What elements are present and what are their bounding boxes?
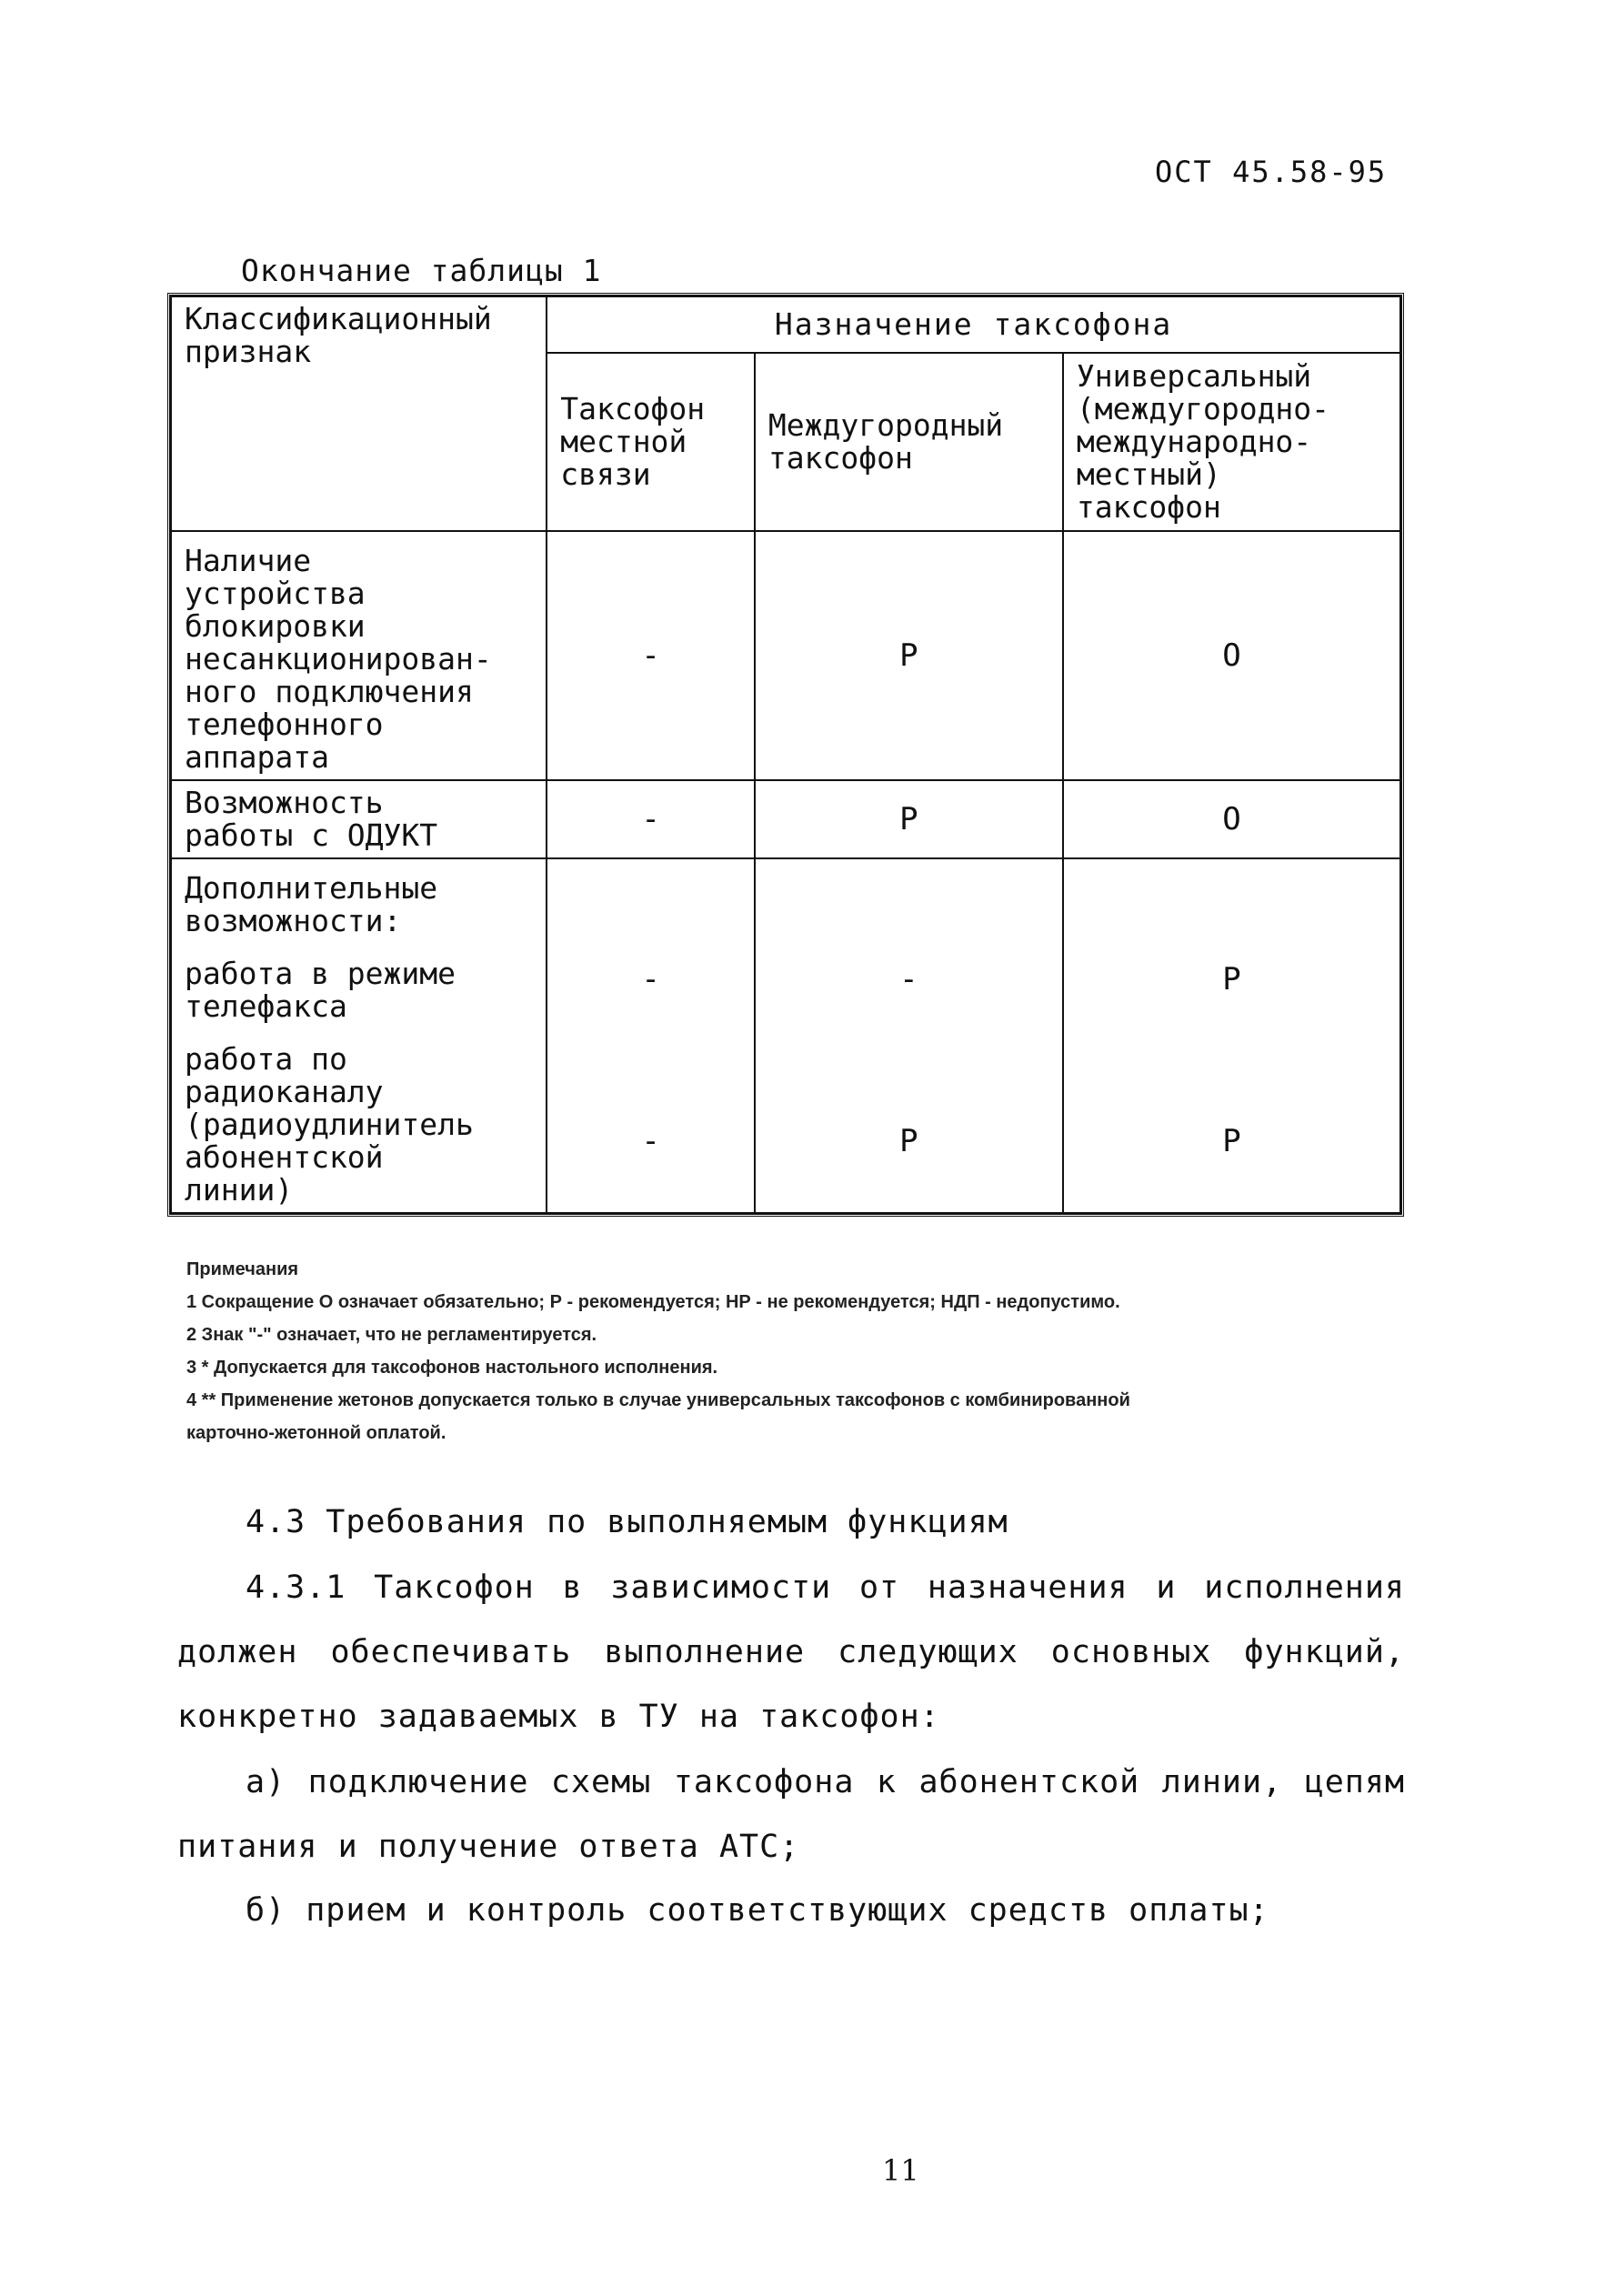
table-row: [171, 531, 1400, 780]
cell-value: - Р: [755, 858, 1063, 1213]
table-row: [171, 780, 1400, 858]
sub-label-telefax: работа в режиме: [185, 956, 456, 991]
cell-value: Р: [755, 531, 1063, 780]
paragraph-line: должен обеспечивать выполнение следующих основных функций,: [177, 1634, 1405, 1670]
note-item: карточно-жетонной оплатой.: [186, 1423, 446, 1443]
cell-value: О: [1063, 531, 1400, 780]
list-item-a-cont: питания и получение ответа АТС;: [177, 1829, 800, 1865]
sub-label-radio: работа по: [185, 1041, 347, 1077]
cell-value: О: [1063, 780, 1400, 858]
header-universal-payphone: Универсальный (междугородно- международно- местный) таксофон: [1063, 353, 1400, 531]
row-label-additional: Дополнительные возможности: работа в режиме телефакса работа по радиоканалу (радиоудлинитель абонентской линии): [171, 858, 547, 1213]
cell-value: Р Р: [1063, 858, 1400, 1213]
document-code: ОСТ 45.58-95: [1155, 155, 1388, 189]
cell-value: Р: [755, 780, 1063, 858]
cell-value: -: [547, 531, 755, 780]
table-caption: Окончание таблицы 1: [241, 253, 602, 288]
table-notes: [186, 1253, 1369, 1449]
cell-value: -: [547, 780, 755, 858]
note-item: 2 Знак "-" означает, что не регламентируется.: [186, 1325, 597, 1345]
note-item: 3 * Допускается для таксофонов настольного исполнения.: [186, 1358, 718, 1378]
row-label-blocking-device: Наличие устройства блокировки несанкционирован- ного подключения телефонного аппарата: [171, 531, 547, 780]
paragraph-line: 4.3.1 Таксофон в зависимости от назначения и исполнения: [246, 1569, 1405, 1606]
note-item: 1 Сокращение О означает обязательно; Р - рекомендуется; НР - не рекомендуется; НДП - недопустимо.: [186, 1292, 1120, 1312]
header-criterion: Классификационный признак: [171, 296, 547, 531]
header-long-distance-payphone: Междугородный таксофон: [755, 353, 1063, 531]
paragraph-line: конкретно задаваемых в ТУ на таксофон:: [177, 1699, 940, 1735]
page-number: 11: [882, 2153, 919, 2188]
note-item: 4 ** Применение жетонов допускается только в случае универсальных таксофонов с комбинированной: [186, 1390, 1130, 1410]
table-row: [171, 858, 1400, 1213]
classification-table: [167, 293, 1404, 1217]
notes-title: Примечания: [186, 1259, 299, 1279]
row-label-odukt: Возможность работы с ОДУКТ: [171, 780, 547, 858]
header-purpose: Назначение таксофона: [547, 296, 1400, 353]
list-item-b: б) прием и контроль соответствующих средств оплаты;: [246, 1892, 1269, 1929]
list-item-a: а) подключение схемы таксофона к абонентской линии, цепям: [246, 1764, 1405, 1800]
section-title: 4.3 Требования по выполняемым функциям: [246, 1504, 1008, 1540]
cell-value: - -: [547, 858, 755, 1213]
header-local-payphone: Таксофон местной связи: [547, 353, 755, 531]
